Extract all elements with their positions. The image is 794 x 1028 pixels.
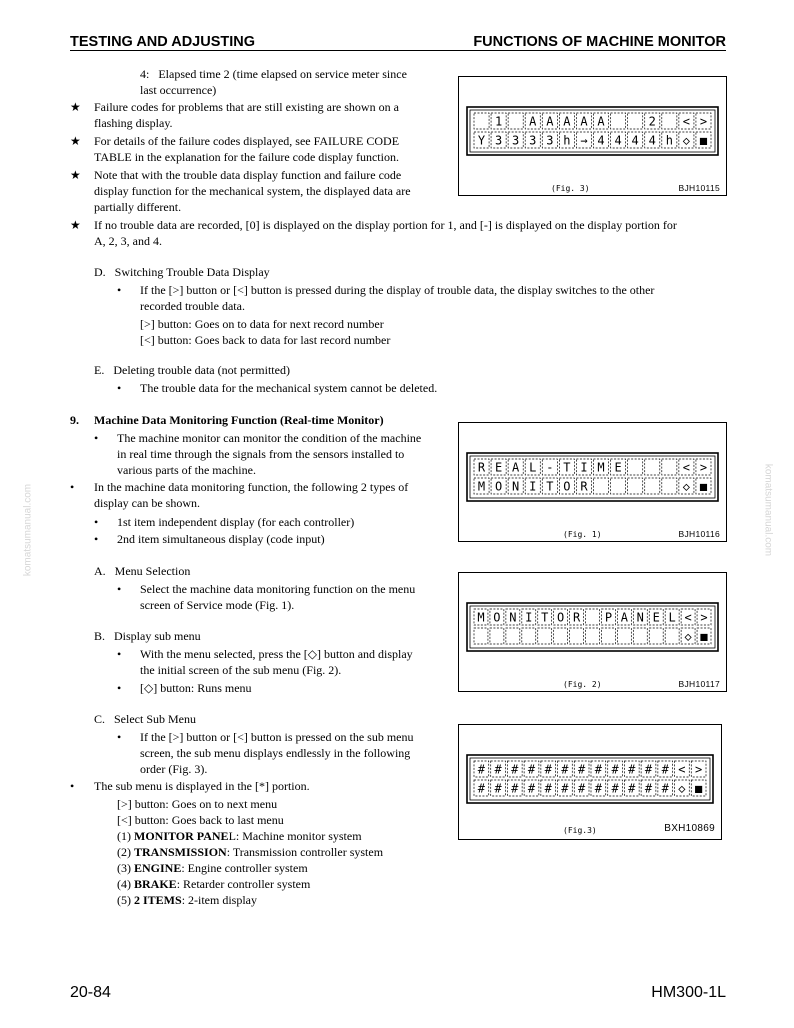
section-9-b2-line-1: In the machine data monitoring function, the following 2 types of (94, 480, 409, 494)
note-3-line-2: display function for the mechanical system, the displayed data are (94, 184, 411, 198)
lcd-cell (554, 628, 568, 644)
lcd-char: I (580, 460, 588, 475)
section-a-line-1: Select the machine data monitoring function on the menu (140, 582, 416, 596)
figure-monitor-panel (458, 572, 727, 692)
lcd-char: N (512, 479, 520, 494)
lcd-char: M (597, 460, 605, 475)
star-icon: ★ (70, 218, 81, 232)
lcd-char: # (511, 781, 519, 796)
menu-item-3: (3) ENGINE: Engine controller system (117, 861, 308, 875)
lcd-cell (594, 478, 609, 494)
lcd-char: # (578, 762, 586, 777)
lcd-char: # (527, 762, 536, 777)
lcd-cell (611, 113, 626, 129)
lcd-char: # (544, 762, 552, 777)
bullet: • (117, 582, 122, 596)
menu-item-2: (2) TRANSMISSION: Transmission controller system (117, 845, 384, 859)
lcd-char: A (620, 610, 628, 625)
section-d-bullet-line-2: recorded trouble data. (140, 299, 245, 313)
lcd-char: E (494, 460, 503, 475)
lcd-cell (633, 628, 647, 644)
section-a-title: A. Menu Selection (94, 564, 191, 578)
lcd-char: O (493, 610, 501, 625)
lcd-char: 2 (648, 114, 656, 129)
section-9-sub-2: 2nd item simultaneous display (code input) (117, 532, 325, 546)
lcd-char: 4 (597, 133, 605, 148)
item-4-line-1: 4: Elapsed time 2 (time elapsed on service meter since (140, 67, 407, 81)
bullet: • (117, 283, 122, 297)
figure-id: BJH10117 (678, 679, 720, 689)
lcd-char: O (563, 479, 571, 494)
lcd-char: → (580, 133, 588, 148)
lcd-char: I (525, 610, 533, 625)
lcd-cell (649, 628, 663, 644)
lcd-cell (490, 628, 504, 644)
lcd-cell (611, 478, 626, 494)
lcd-char: 4 (631, 133, 639, 148)
lcd-char: # (661, 762, 669, 777)
lcd-char: h (665, 133, 673, 148)
section-9-b2-line-2: display can be shown. (94, 496, 200, 510)
lcd-cell (628, 478, 643, 494)
lcd-cell (645, 459, 660, 475)
note-2-line-2: TABLE in the explanation for the failure code display function. (94, 150, 399, 164)
header-rule (70, 50, 726, 51)
page-header-right: FUNCTIONS OF MACHINE MONITOR (473, 34, 726, 50)
lcd-cell (522, 628, 536, 644)
lcd-cell (628, 459, 643, 475)
model-name: HM300-1L (651, 984, 726, 1001)
bullet: • (117, 381, 122, 395)
bullet: • (94, 431, 99, 445)
bullet: • (117, 730, 122, 744)
lcd-char: # (644, 781, 653, 796)
lcd-char: R (572, 610, 581, 625)
section-b-runs-menu: [◇] button: Runs menu (140, 681, 252, 695)
lcd-inner-frame (470, 758, 710, 800)
section-d-next-record: [>] button: Goes on to data for next record number (140, 317, 384, 331)
lcd-char: 1 (494, 114, 503, 129)
section-d-last-record: [<] button: Goes back to data for last record number (140, 333, 391, 347)
section-c-last-menu: [<] button: Goes back to last menu (117, 813, 284, 827)
lcd-char: > (700, 610, 708, 625)
lcd-display (459, 573, 726, 691)
lcd-char: < (682, 460, 691, 475)
lcd-cell (508, 113, 523, 129)
lcd-char: # (527, 781, 536, 796)
lcd-char: # (594, 781, 602, 796)
lcd-char: # (561, 781, 569, 796)
lcd-char: N (509, 610, 517, 625)
lcd-cell (586, 628, 600, 644)
lcd-char: h (563, 133, 571, 148)
lcd-char: ◇ (682, 133, 691, 148)
lcd-cell (665, 628, 679, 644)
lcd-char: 3 (529, 133, 537, 148)
bullet: • (94, 515, 99, 529)
lcd-cell (662, 478, 677, 494)
item-4-line-2: last occurrence) (140, 83, 217, 97)
lcd-inner-frame (470, 606, 715, 648)
lcd-char: E (614, 460, 622, 475)
figure-caption: (Fig. 2) (563, 680, 602, 689)
lcd-inner-frame (470, 110, 715, 152)
lcd-char: T (563, 460, 571, 475)
section-d-bullet-line-1: If the [>] button or [<] button is pressed during the display of trouble data, the display switches to the other (140, 283, 655, 297)
figure-id: BJH10116 (678, 529, 720, 539)
lcd-char: < (682, 114, 691, 129)
lcd-char: # (494, 781, 502, 796)
lcd-char: # (628, 762, 636, 777)
note-2-line-1: For details of the failure codes displayed, see FAILURE CODE (94, 134, 400, 148)
lcd-char: T (541, 610, 549, 625)
lcd-cell (538, 628, 552, 644)
lcd-cell (474, 113, 489, 129)
menu-item-1: (1) MONITOR PANEL: Machine monitor system (117, 829, 362, 843)
lcd-char: # (661, 781, 669, 796)
section-9-sub-1: 1st item independent display (for each controller) (117, 515, 355, 529)
lcd-char: - (546, 460, 554, 475)
lcd-char: R (477, 460, 486, 475)
section-b-line-1: With the menu selected, press the [◇] button and display (140, 647, 413, 661)
lcd-char: < (678, 762, 686, 777)
lcd-cell (570, 628, 584, 644)
note-1-line-1: Failure codes for problems that are still existing are shown on a (94, 100, 399, 114)
lcd-char: # (561, 762, 569, 777)
lcd-char: L (668, 610, 676, 625)
lcd-display (459, 77, 726, 195)
lcd-cell (662, 113, 677, 129)
star-icon: ★ (70, 134, 81, 148)
lcd-char: M (477, 610, 485, 625)
lcd-char: A (580, 114, 588, 129)
figure-caption: (Fig. 1) (563, 530, 602, 539)
lcd-display (459, 725, 721, 839)
lcd-cell (662, 459, 677, 475)
bullet: • (117, 647, 122, 661)
note-4-line-2: A, 2, 3, and 4. (94, 234, 162, 248)
watermark-right: komatsumanual.com (762, 463, 774, 557)
lcd-char: 4 (614, 133, 622, 148)
lcd-char: M (477, 479, 486, 494)
section-a-line-2: screen of Service mode (Fig. 1). (140, 598, 295, 612)
star-icon: ★ (70, 168, 81, 182)
figure-id: BJH10115 (678, 183, 720, 193)
lcd-char: ◇ (682, 479, 691, 494)
lcd-char: A (529, 114, 537, 129)
figure-caption: (Fig.3) (563, 826, 597, 835)
section-c-line-2: screen, the sub menu displays endlessly in the following (140, 746, 411, 760)
lcd-char: # (578, 781, 586, 796)
figure-trouble-data-display (458, 76, 727, 196)
lcd-char: ◇ (678, 781, 686, 796)
lcd-cell (474, 628, 488, 644)
lcd-char: # (644, 762, 653, 777)
note-3-line-3: partially different. (94, 200, 182, 214)
lcd-cell (628, 113, 643, 129)
watermark-left: komatsumanual.com (22, 483, 34, 577)
note-3-line-1: Note that with the trouble data display function and failure code (94, 168, 402, 182)
lcd-char: A (563, 114, 571, 129)
lcd-cell (617, 628, 631, 644)
figure-real-time-monitor (458, 422, 727, 542)
lcd-inner-frame (470, 456, 715, 498)
lcd-char: # (594, 762, 602, 777)
lcd-char: O (557, 610, 565, 625)
lcd-char: O (494, 479, 503, 494)
lcd-char: > (699, 114, 708, 129)
section-e-bullet: The trouble data for the mechanical system cannot be deleted. (140, 381, 438, 395)
lcd-char: N (636, 610, 644, 625)
star-icon: ★ (70, 100, 81, 114)
bullet: • (117, 681, 122, 695)
section-e-title: E. Deleting trouble data (not permitted) (94, 363, 290, 377)
lcd-display (459, 423, 726, 541)
lcd-char: ■ (699, 479, 708, 494)
section-9-b1-line-1: The machine monitor can monitor the condition of the machine (117, 431, 422, 445)
section-c-line-3: order (Fig. 3). (140, 762, 208, 776)
lcd-char: 3 (512, 133, 520, 148)
figure-id: BXH10869 (664, 823, 715, 834)
lcd-cell (586, 609, 600, 625)
note-1-line-2: flashing display. (94, 116, 173, 130)
lcd-char: ■ (695, 781, 703, 796)
lcd-char: > (699, 460, 708, 475)
lcd-char: 3 (546, 133, 554, 148)
lcd-char: T (546, 479, 554, 494)
lcd-char: 4 (648, 133, 656, 148)
lcd-char: A (546, 114, 554, 129)
bullet: • (94, 532, 99, 546)
bullet: • (70, 779, 75, 793)
section-9-b1-line-2: in real time through the signals from the sensors installed to (117, 447, 405, 461)
lcd-char: ■ (699, 133, 708, 148)
section-c-title: C. Select Sub Menu (94, 712, 196, 726)
lcd-char: # (477, 781, 485, 796)
section-c-next-menu: [>] button: Goes on to next menu (117, 797, 278, 811)
menu-item-5: (5) 2 ITEMS: 2-item display (117, 893, 258, 907)
lcd-char: Y (477, 133, 486, 148)
section-9-b1-line-3: various parts of the machine. (117, 463, 256, 477)
lcd-char: # (628, 781, 636, 796)
page-number: 20-84 (70, 984, 111, 1001)
lcd-char: # (544, 781, 552, 796)
menu-item-4: (4) BRAKE: Retarder controller system (117, 877, 311, 891)
lcd-char: R (580, 479, 588, 494)
note-4-line-1: If no trouble data are recorded, [0] is displayed on the display portion for 1, and [-] is displayed on the display portion for (94, 218, 677, 232)
section-d-title: D. Switching Trouble Data Display (94, 265, 270, 279)
page-header-left: TESTING AND ADJUSTING (70, 34, 256, 50)
lcd-char: A (512, 460, 520, 475)
figure-caption: (Fig. 3) (551, 184, 590, 193)
lcd-char: E (652, 610, 660, 625)
lcd-char: ◇ (684, 629, 692, 644)
lcd-char: A (597, 114, 605, 129)
section-c-line-1: If the [>] button or [<] button is pressed on the sub menu (140, 730, 414, 744)
section-b-title: B. Display sub menu (94, 629, 201, 643)
lcd-cell (645, 478, 660, 494)
section-9-title: 9. Machine Data Monitoring Function (Real-time Monitor) (70, 413, 384, 427)
lcd-char: # (611, 762, 619, 777)
lcd-char: L (529, 460, 537, 475)
bullet: • (70, 480, 75, 494)
lcd-cell (506, 628, 520, 644)
section-b-line-2: the initial screen of the sub menu (Fig. 2). (140, 663, 342, 677)
figure-sub-menu (458, 724, 722, 840)
lcd-char: # (511, 762, 519, 777)
lcd-char: # (611, 781, 619, 796)
lcd-char: 3 (494, 133, 503, 148)
lcd-char: < (684, 610, 692, 625)
lcd-cell (601, 628, 615, 644)
lcd-char: P (604, 610, 613, 625)
section-c-sub-menu-note: The sub menu is displayed in the [*] portion. (94, 779, 310, 793)
lcd-char: I (529, 479, 537, 494)
lcd-char: # (494, 762, 502, 777)
lcd-char: # (477, 762, 485, 777)
lcd-char: > (695, 762, 703, 777)
lcd-char: ■ (700, 629, 708, 644)
